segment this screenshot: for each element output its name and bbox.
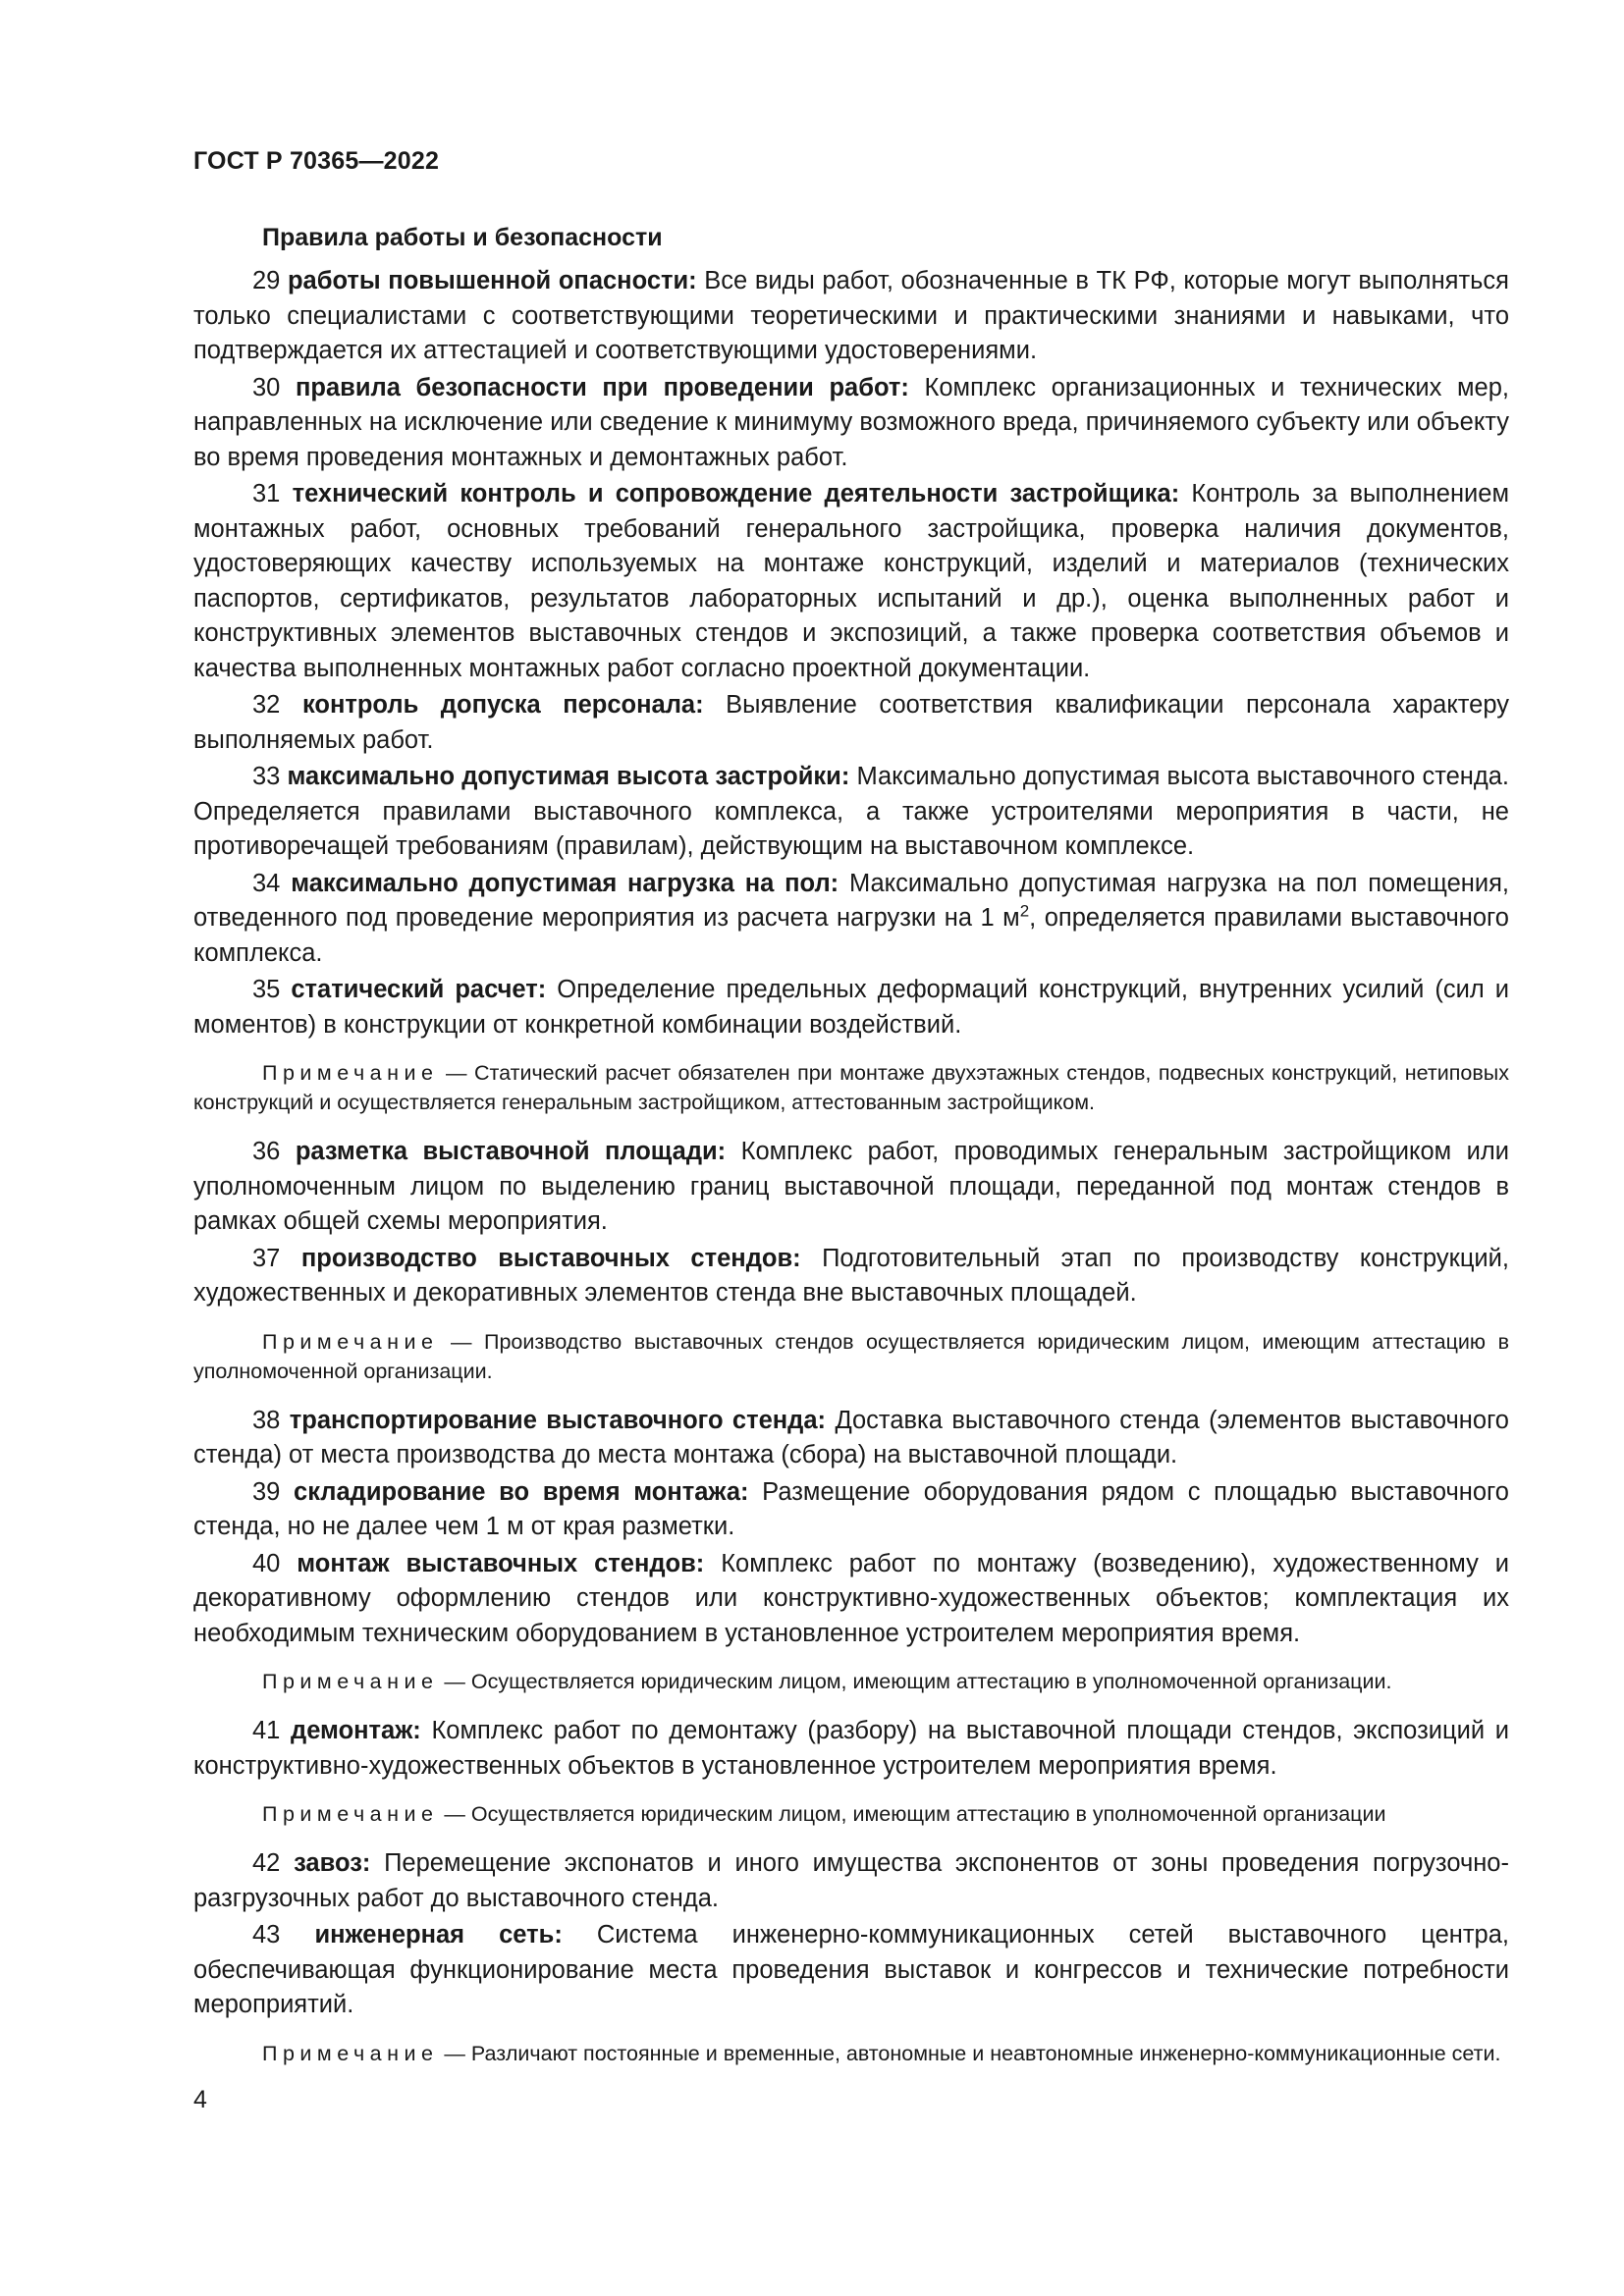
term-entry-34 (193, 867, 1509, 972)
note-dash: — (438, 1061, 474, 1085)
entry-definition: Комплекс работ по монтажу (возведению), художественному и декоративному оформлению стендов или конструктивно-художественных объектов; комплектация их необходимым техническим оборудованием в установленное устроителем мероприятия время. (193, 1549, 1509, 1647)
entry-term: разметка выставочной площади: (295, 1138, 727, 1165)
entry-term: производство выставочных стендов: (300, 1244, 801, 1272)
entry-term: транспортирование выставочного стенда: (289, 1406, 827, 1434)
note-label: Примечание (262, 1061, 439, 1085)
entry-definition: Определение предельных деформаций конструкций, внутренних усилий (сил и моментов) в конструкции от конкретной комбинации воздействий. (193, 976, 1509, 1039)
entry-term: складирование во время монтажа: (294, 1477, 749, 1506)
entry-term: максимально допустимая нагрузка на пол: (291, 869, 839, 897)
entry-number: 30 (252, 373, 281, 401)
note-dash: — (438, 1670, 471, 1693)
entry-term: максимально допустимая высота застройки: (287, 763, 850, 790)
entry-definition: Комплекс организационных и технических мер, направленных на исключение или сведение к минимуму возможного вреда, причиняемого субъекту или объекту во время проведения монтажных и демонтажных работ. (193, 373, 1509, 471)
entry-number: 40 (252, 1549, 281, 1577)
entry-number: 43 (252, 1921, 281, 1949)
term-entry-30 (193, 371, 1509, 476)
note-35 (193, 1058, 1509, 1117)
superscript-exponent: 2 (1019, 901, 1030, 921)
entry-number: 33 (252, 763, 281, 790)
entry-term: статический расчет: (291, 976, 547, 1003)
term-entry-38 (193, 1404, 1509, 1473)
entry-term: правила безопасности при проведении работ: (295, 373, 909, 401)
term-entry-33 (193, 760, 1509, 865)
note-label: Примечание (262, 1329, 439, 1354)
entry-term: монтаж выставочных стендов: (297, 1549, 705, 1577)
term-entry-31 (193, 477, 1509, 686)
entry-term: завоз: (294, 1849, 371, 1877)
entry-definition: Система инженерно-коммуникационных сетей выставочного центра, обеспечивающая функционирование места проведения выставок и конгрессов и технические потребности мероприятий. (193, 1921, 1509, 2018)
entry-term: контроль допуска персонала: (301, 691, 704, 719)
note-label: Примечание (262, 2041, 439, 2065)
note-dash: — (438, 2041, 471, 2065)
note-text: Осуществляется юридическим лицом, имеющим аттестацию в уполномоченной организации. (470, 1670, 1392, 1693)
note-text: Различают постоянные и временные, автономные и неавтономные инженерно-коммуникационные сети. (470, 2041, 1501, 2065)
entry-definition: Максимально допустимая высота выставочного стенда. Определяется правилами выставочного комплекса, а также устроителями мероприятия в части, не противоречащей требованиям (правилам), действующим на выставочном комплексе. (193, 763, 1510, 860)
term-entry-36 (193, 1135, 1509, 1240)
entry-definition: Размещение оборудования рядом с площадью выставочного стенда, но не далее чем 1 м от края разметки. (193, 1477, 1509, 1540)
note-37 (193, 1327, 1509, 1386)
note-40 (193, 1667, 1509, 1696)
entry-definition: Все виды работ, обозначенные в ТК РФ, которые могут выполняться только специалистами с соответствующими теоретическими и практическими знаниями и навыками, что подтверждается их аттестацией и соответствующими удостоверениями. (193, 267, 1509, 364)
note-dash: — (438, 1329, 485, 1354)
entry-definition: Выявление соответствия квалификации персонала характеру выполняемых работ. (193, 691, 1509, 754)
term-entry-39 (193, 1475, 1509, 1545)
entry-number: 31 (252, 480, 281, 507)
note-label: Примечание (262, 1670, 439, 1693)
term-entry-43 (193, 1918, 1509, 2023)
entry-number: 36 (252, 1138, 281, 1165)
entry-term: демонтаж: (291, 1717, 421, 1744)
entry-number: 42 (252, 1849, 281, 1877)
term-entry-29 (193, 264, 1509, 369)
entry-number: 37 (252, 1244, 281, 1272)
entry-number: 32 (252, 691, 281, 719)
term-entry-40 (193, 1547, 1509, 1652)
note-text: Осуществляется юридическим лицом, имеющим аттестацию в уполномоченной организации (470, 1802, 1386, 1826)
entry-definition: Контроль за выполнением монтажных работ, основных требований генерального застройщика, проверка наличия документов, удостоверяющих качеству используемых на монтаже конструкций, изделий и материалов (технических паспортов, сертификатов, результатов лабораторных испытаний и др.), оценка выполненных работ и конструктивных элементов выставочных стендов и экспозиций, а также проверка соответствия объемов и качества выполненных монтажных работ согласно проектной документации. (193, 480, 1509, 682)
entry-definition: Перемещение экспонатов и иного имущества экспонентов от зоны проведения погрузочно-разгрузочных работ до выставочного стенда. (193, 1849, 1509, 1912)
entry-number: 39 (252, 1477, 281, 1506)
term-entry-35 (193, 973, 1509, 1042)
note-text: Статический расчет обязателен при монтаже двухэтажных стендов, подвесных конструкций, нетиповых конструкций и осуществляется генеральным застройщиком, аттестованным застройщиком. (193, 1061, 1510, 1114)
entry-definition-continued: , определяется правилами выставочного комплекса. (193, 904, 1509, 967)
entry-number: 29 (252, 267, 281, 294)
entry-number: 35 (252, 976, 281, 1003)
document-body (193, 224, 1509, 2086)
term-entry-41 (193, 1714, 1509, 1784)
term-entry-37 (193, 1242, 1509, 1311)
note-43 (193, 2039, 1509, 2068)
entry-number: 38 (252, 1406, 281, 1434)
note-41 (193, 1799, 1509, 1829)
entry-term: технический контроль и сопровождение деятельности застройщика: (292, 480, 1180, 507)
entry-definition: Комплекс работ по демонтажу (разбору) на выставочной площади стендов, экспозиций и конструктивно-художественных объектов в установленное устроителем мероприятия время. (193, 1717, 1509, 1780)
term-entry-32 (193, 688, 1509, 758)
note-dash: — (438, 1802, 471, 1826)
term-entry-42 (193, 1846, 1509, 1916)
entry-definition: Комплекс работ, проводимых генеральным застройщиком или уполномоченным лицом по выделению границ выставочной площади, переданной под монтаж стендов в рамках общей схемы мероприятия. (193, 1138, 1510, 1235)
entry-number: 41 (252, 1717, 281, 1744)
standard-code-header: ГОСТ Р 70365—2022 (193, 147, 440, 175)
entry-term: работы повышенной опасности: (287, 267, 697, 294)
entry-term: инженерная сеть: (314, 1921, 563, 1949)
note-text: Производство выставочных стендов осуществляется юридическим лицом, имеющим аттестацию в уполномоченной организации. (193, 1329, 1509, 1383)
entry-definition: Подготовительный этап по производству конструкций, художественных и декоративных элементов стенда вне выставочных площадей. (193, 1244, 1510, 1307)
note-label: Примечание (262, 1802, 439, 1826)
entry-definition: Доставка выставочного стенда (элементов выставочного стенда) от места производства до места монтажа (сбора) на выставочной площади. (193, 1406, 1509, 1468)
page-number: 4 (193, 2086, 207, 2113)
section-title: Правила работы и безопасности (262, 224, 663, 251)
entry-number: 34 (252, 869, 281, 897)
entry-definition: Максимально допустимая нагрузка на пол помещения, отведенного под проведение мероприятия из расчета нагрузки на 1 м (193, 869, 1509, 932)
